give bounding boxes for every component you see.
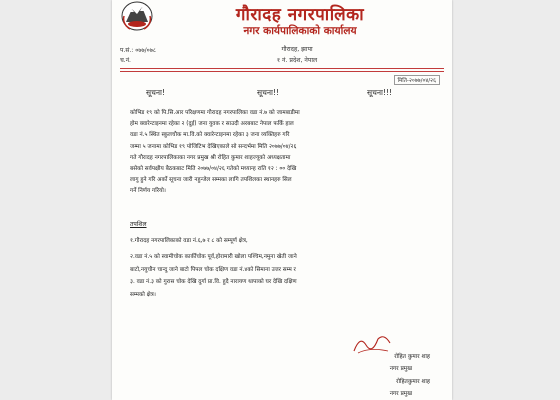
signatory-name: रोहित कुमार शाह (394, 354, 430, 360)
body-line: कोभिड १९ को पि.सि.आर परिक्षणमा गौरादह नगरपालिका वडा नं.७ को जामबाडीमा (130, 110, 300, 116)
stamp-title: नगर प्रमुख (389, 391, 412, 397)
notice-heading-3: सूचना!!! (367, 88, 392, 97)
body-line: लागु हुने गरि अर्को सूचना जारी नहुन्जेल सम्मका लागि तपशिलका स्थानहरु सिल (130, 177, 292, 184)
body-line: बसेको सर्वपक्षीय बैठकबाट मिति २०७७/०४/२६ गतेको मध्यान्ह राति १२ : ०० देखि (130, 166, 297, 173)
schedule-heading: तपशिल (130, 221, 147, 228)
body-line: वडा नं.५ स्थित स्कुलचौक मा.वि.को क्वारेन्टाइनमा रहेका ३ जना व्यक्तिहरु गरि (130, 132, 290, 139)
list-item: ३. वडा नं.३ को गुरास चोक देखि दुर्गा प्रा.वि. हुदै नारायण थापाको घर देखि दक्षिण (130, 279, 297, 286)
notice-heading-2: सूचना!! (257, 88, 279, 97)
municipality-title: गौरादह नगरपालिका (235, 5, 365, 25)
address-line-1: गौरादह, झापा (281, 46, 313, 53)
dispatch-number: च.नं. (120, 57, 131, 64)
schedule-list (130, 235, 440, 301)
list-item: २.वडा नं.५ को स्वामीचोक कार्कीचोक पूर्व,होरामारी खोला पश्चिम,नमुना खेती जाने (130, 254, 297, 261)
notice-heading-1: सूचना! (146, 88, 165, 97)
address-line-2: १ नं. प्रदेश, नेपाल (276, 57, 318, 64)
signatory-title: नगर प्रमुख (389, 366, 412, 372)
header-rule-secondary (120, 71, 444, 72)
body-line: गते गौरादह नगरपालिकाका नगर प्रमुख श्री रोहित कुमार शाहज्यूको अध्यक्षतामा (130, 154, 291, 161)
notice-body (130, 108, 440, 198)
stamp-name: रोहितकुमार शाह (396, 379, 430, 385)
header-rule (120, 68, 444, 69)
list-item: १.गौरादह नगरपालिकाको वडा नं.६,७ र ८ को सम्पूर्ण क्षेत्र, (130, 238, 248, 244)
list-item: बाटो,नयुचौन चान्दु जाने बाटो पिपल चोक दक्षिण वडा नं.४को सिमाना उत्तर सम्म र (130, 266, 296, 273)
body-line: जम्मा ५ जनामा कोभिड १९ पोजिटिभ देखिएकाले सो सन्दर्भमा मिति २०७७/०४/२६ (130, 143, 297, 150)
office-subtitle: नगर कार्यपालिकाको कार्यालय (243, 25, 357, 37)
body-line: गर्ने निर्णय गरियो। (130, 188, 166, 195)
list-item: सम्मको क्षेत्र। (130, 291, 156, 298)
reference-number: प.सं.: ०७७/०७८ (120, 47, 156, 54)
signature-scribble-icon (350, 327, 394, 357)
notice-document (112, 0, 452, 400)
body-line: होम क्वारेन्टाइनमा रहेका २ (दुई) जना युवक र साउदी अरबबाट नेपाल फर्कि हाल (130, 121, 294, 128)
document-date: मिति-२०७७/०४/२६ (394, 75, 441, 85)
